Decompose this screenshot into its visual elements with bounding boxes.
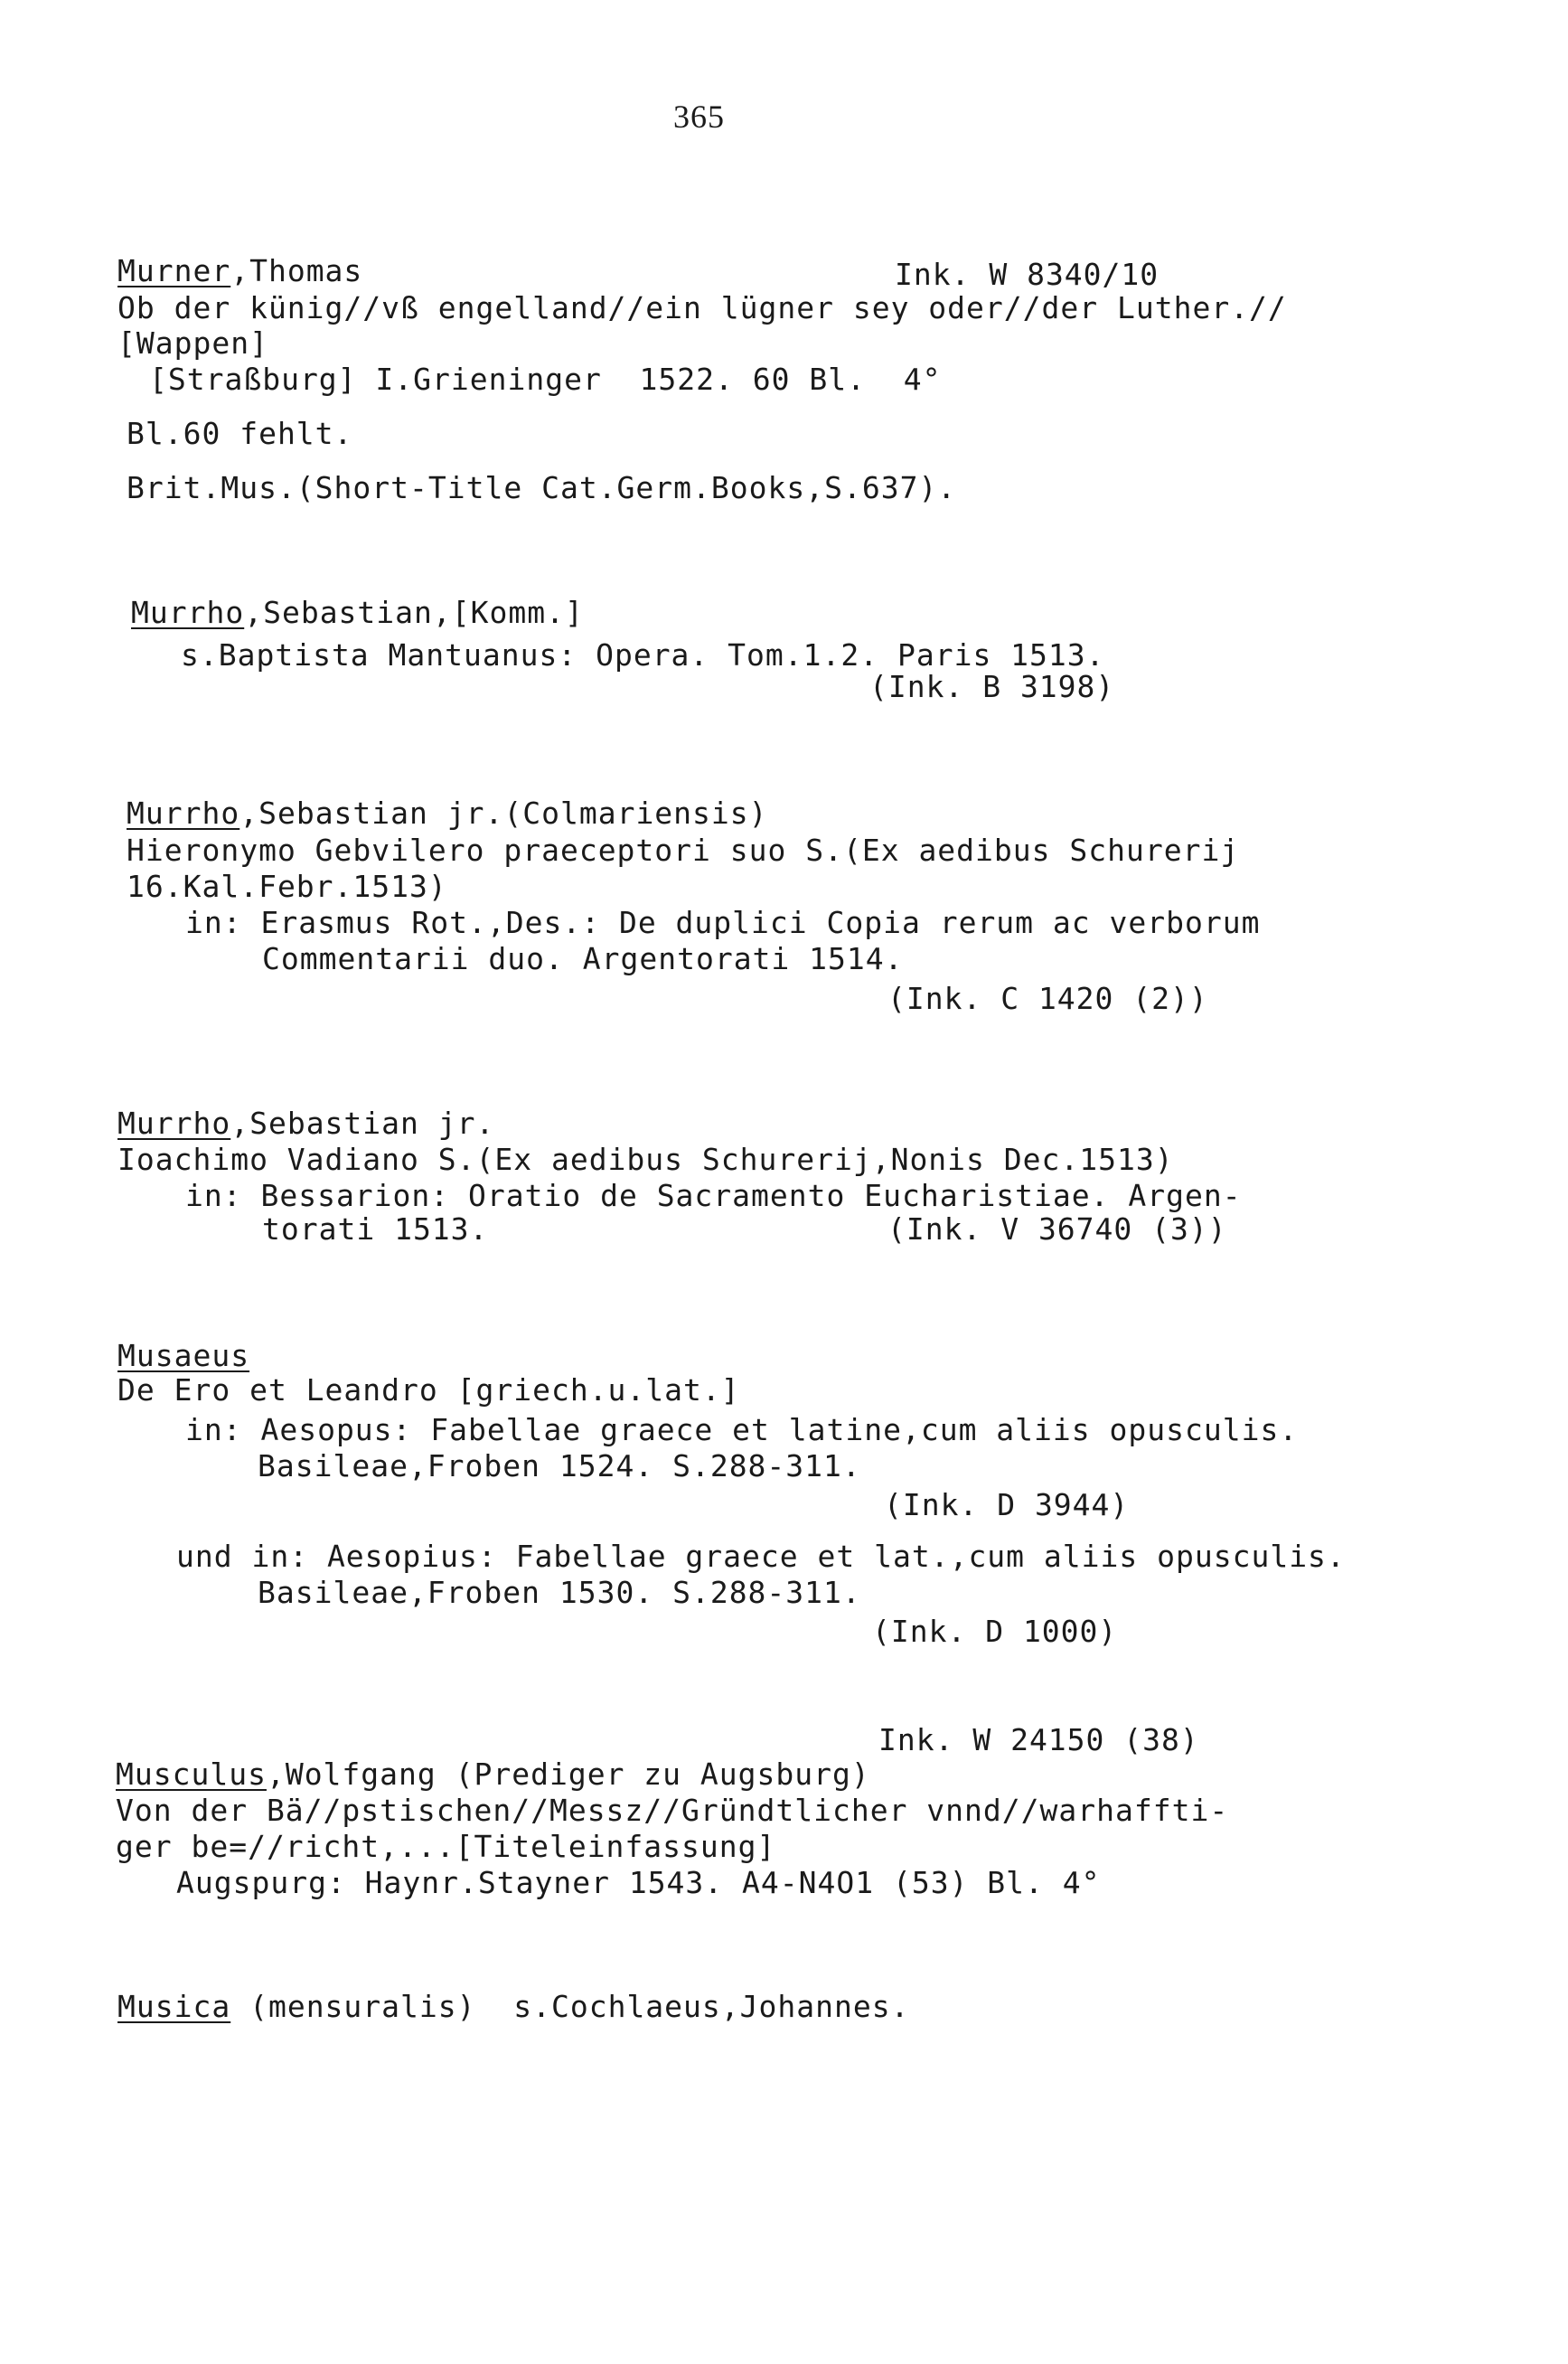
entry-line: in: Erasmus Rot.,Des.: De duplici Copia rerum ac verborum: [185, 905, 1261, 940]
entry-line: Augspurg: Haynr.Stayner 1543. A4-N4O1 (53) Bl. 4°: [176, 1865, 1101, 1900]
entry-heading-name: Murrho: [127, 796, 240, 831]
entry-heading: [117, 1338, 249, 1374]
entry-heading-name: Murner: [117, 253, 231, 288]
call-number: (Ink. C 1420 (2)): [887, 981, 1208, 1016]
entry-heading: [117, 1989, 909, 2025]
entry-line: Basileae,Froben 1524. S.288-311.: [258, 1448, 861, 1483]
entry-heading-name: Murrho: [131, 595, 245, 630]
entry-line: Hieronymo Gebvilero praeceptori suo S.(Ex aedibus Schurerij: [127, 833, 1240, 868]
entry-line: in: Aesopus: Fabellae graece et latine,cum aliis opusculis.: [185, 1412, 1299, 1447]
entry-line: ger be=//richt,...[Titeleinfassung]: [116, 1829, 776, 1864]
entry-heading: [131, 595, 584, 631]
entry-line: Von der Bä//pstischen//Messz//Gründtlicher vnnd//warhaffti-: [116, 1793, 1229, 1828]
entry-heading-rest: (mensuralis) s.Cochlaeus,Johannes.: [230, 1989, 910, 2024]
entry-line: s.Baptista Mantuanus: Opera. Tom.1.2. Paris 1513.: [181, 637, 1105, 673]
entry-line: in: Bessarion: Oratio de Sacramento Eucharistiae. Argen-: [185, 1178, 1242, 1213]
entry-line: De Ero et Leandro [griech.u.lat.]: [117, 1372, 740, 1408]
entry-heading-rest: ,Sebastian jr.(Colmariensis): [239, 796, 768, 831]
entry-heading: [127, 796, 768, 832]
call-number: (Ink. D 1000): [872, 1614, 1118, 1649]
entry-heading-rest: ,Wolfgang (Prediger zu Augsburg): [266, 1757, 870, 1792]
entry-line: Ioachimo Vadiano S.(Ex aedibus Schurerij,Nonis Dec.1513): [117, 1142, 1174, 1177]
call-number: (Ink. B 3198): [869, 669, 1115, 704]
entry-heading-name: Musica: [117, 1989, 231, 2024]
entry-line: [Straßburg] I.Grieninger 1522. 60 Bl. 4°: [149, 362, 942, 397]
entry-heading-name: Murrho: [117, 1106, 231, 1141]
entry-heading: [116, 1757, 870, 1793]
entry-heading: [117, 1106, 494, 1142]
entry-line: und in: Aesopius: Fabellae graece et lat.,cum aliis opusculis.: [176, 1539, 1346, 1574]
entry-line: Ob der künig//vß engelland//ein lügner sey oder//der Luther.//: [117, 290, 1287, 325]
entry-line: Bl.60 fehlt.: [127, 416, 353, 451]
entry-heading-rest: ,Thomas: [230, 253, 363, 288]
entry-heading-name: Musaeus: [117, 1338, 250, 1373]
entry-heading-rest: ,Sebastian jr.: [230, 1106, 495, 1141]
call-number: Ink. W 8340/10: [895, 257, 1160, 292]
entry-line: Basileae,Froben 1530. S.288-311.: [258, 1575, 861, 1610]
entry-line: Brit.Mus.(Short-Title Cat.Germ.Books,S.637).: [127, 470, 957, 505]
entry-line: Commentarii duo. Argentorati 1514.: [262, 941, 904, 976]
entry-heading-rest: ,Sebastian,[Komm.]: [244, 595, 584, 630]
entry-heading-name: Musculus: [116, 1757, 267, 1792]
call-number: Ink. W 24150 (38): [878, 1722, 1199, 1757]
call-number: (Ink. D 3944): [884, 1487, 1130, 1522]
page-number: 365: [673, 99, 725, 135]
entry-line: [Wappen]: [117, 325, 268, 361]
entry-line: torati 1513.: [262, 1211, 489, 1247]
call-number: (Ink. V 36740 (3)): [887, 1211, 1227, 1247]
entry-heading: [117, 253, 362, 289]
entry-line: 16.Kal.Febr.1513): [127, 869, 447, 904]
